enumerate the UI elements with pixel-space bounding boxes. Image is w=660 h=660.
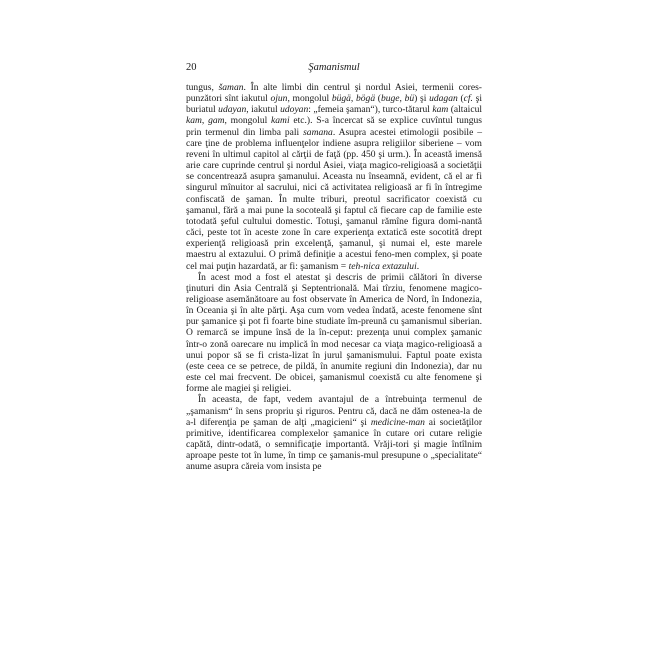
running-title: Şamanismul <box>308 62 360 73</box>
book-page <box>186 62 482 472</box>
page-header <box>186 62 482 78</box>
paragraph: tungus, šaman. În alte limbi din centrul şi nordul Asiei, termenii cores-punzători sînt iakutul ojun, mongolul bügä, bögä (buge, bü) şi udagan (cf. şi buriatul udayan, iakutul udoyan: „femeia şaman“), turco-tătarul kam (altaicul kam, gam, mongolul kami etc.). S-a încercat să se explice cuvîntul tungus prin termenul din limba pali samana. Asupra acestei etimologii posibile – care ţine de problema influenţelor indiene asupra religiilor siberiene – vom reveni în ultimul capitol al cărţii de faţă (pp. 450 şi urm.). În această imensă arie care cuprinde centrul şi nordul Asiei, viaţa magico-religioasă a societăţii se concentrează asupra şamanului. Aceasta nu înseamnă, evident, că el ar fi singurul mînuitor al sacrului, nici că activitatea religioasă ar fi în întregime confiscată de şaman. În multe triburi, preotul sacrificator coexistă cu şamanul, fără a mai pune la socoteală şi faptul că fiecare cap de familie este totodată şeful cultului domestic. Totuşi, şamanul rămîne figura domi-nantă căci, peste tot în aceste zone în care experienţa extatică este socotită drept experienţă religioasă prin excelenţă, şamanul, şi numai el, este marele maestru al extazului. O primă definiţie a acestui feno-men complex, şi poate cel mai puţin hazardată, ar fi: şamanism = teh-nica extazului. <box>186 82 482 272</box>
page-number: 20 <box>186 62 197 73</box>
paragraph: În aceasta, de fapt, vedem avantajul de a întrebuinţa termenul de „şamanism“ în sens propriu şi riguros. Pentru că, dacă ne dăm ostenea-la de a-l diferenţia pe şaman de alţi „magicieni“ şi medicine-man ai societăţilor primitive, identificarea complexelor şamanice în cutare ori cutare religie capătă, dintr-odată, o semnificaţie importantă. Vrăji-tori şi magie întîlnim aproape peste tot în lume, în timp ce şamanis-mul presupune o „specialitate“ anume asupra căreia vom insista pe <box>186 394 482 473</box>
body-text <box>186 82 482 472</box>
paragraph: În acest mod a fost el atestat şi descris de primii călători în diverse ţinuturi din Asia Centrală şi Septentrională. Mai tîrziu, fenomene magico-religioase asemănătoare au fost observate în America de Nord, în Indonezia, în Oceania şi în alte părţi. Aşa cum vom vedea îndată, aceste fenomene sînt pur şamanice şi pot fi foarte bine studiate îm-preună cu şamanismul siberian. O remarcă se impune însă de la în-ceput: prezenţa unui complex şamanic într-o zonă oarecare nu implică în mod necesar ca viaţa magico-religioasă a unui popor să se fi crista-lizat în jurul şamanismului. Faptul poate exista (este ceea ce se petrece, de pildă, în anumite regiuni din Indonezia), dar nu este cel mai frecvent. De obicei, şamanismul coexistă cu alte fenomene şi forme ale magiei şi religiei. <box>186 271 482 395</box>
